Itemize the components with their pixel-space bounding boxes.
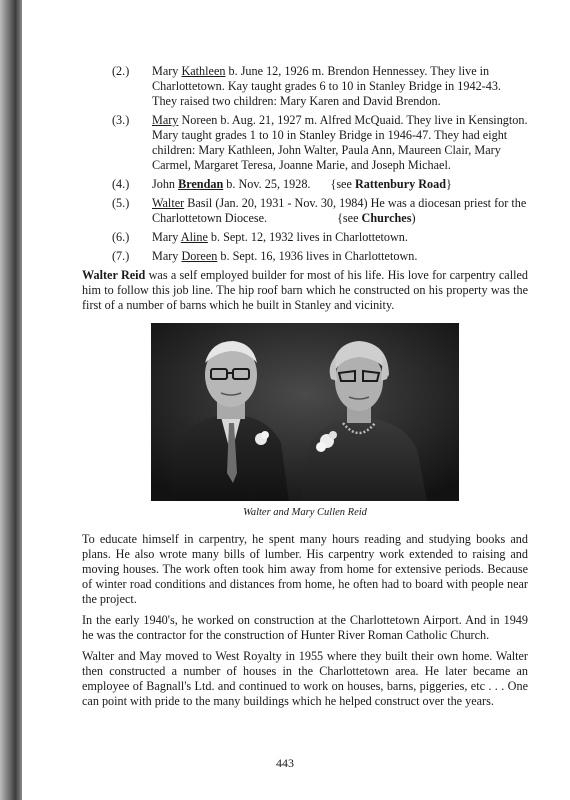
entry-name: Brendan (178, 177, 224, 191)
body-paragraph: To educate himself in carpentry, he spent many hours reading and studying books and plans. He also wrote many bills of lumber. His carpentry work extended to raising and moving houses. The work often took him away from home for extensive periods. Because of winter road conditions and distances from home, he often had to board with people near the project. (82, 532, 528, 606)
entry-text (152, 196, 528, 226)
entry-prefix: Mary (152, 230, 181, 244)
see-suffix: ) (411, 211, 416, 225)
photo-figure (151, 323, 459, 520)
entry-prefix: John (152, 177, 179, 191)
list-item (82, 230, 528, 245)
entry-details: Basil (Jan. 20, 1931 - Nov. 30, 1984) He was a diocesan priest for the Charlottetown Diocese. (152, 196, 527, 225)
entry-details: b. Sept. 12, 1932 lives in Charlottetown. (207, 230, 408, 244)
list-item (82, 177, 528, 192)
list-item (82, 113, 528, 173)
entry-number: (3.) (112, 113, 130, 127)
entry-number: (6.) (112, 230, 130, 244)
entry-name: Mary (152, 113, 179, 127)
body-paragraph: In the early 1940's, he worked on construction at the Charlottetown Airport. And in 1949 he was the contractor for the construction of Hunter River Roman Catholic Church. (82, 613, 528, 642)
entry-number: (5.) (112, 196, 130, 210)
subject-name: Walter Reid (82, 268, 146, 282)
entry-prefix: Mary (152, 64, 182, 78)
entry-name: Doreen (181, 249, 218, 263)
intro-paragraph (82, 268, 528, 313)
entry-details: b. Sept. 16, 1936 lives in Charlottetown. (217, 249, 418, 263)
entry-text (152, 249, 528, 264)
entry-details: b. Nov. 25, 1928. (223, 177, 311, 191)
list-item (82, 249, 528, 264)
see-suffix: } (446, 177, 452, 191)
entry-name: Aline (180, 230, 208, 244)
see-prefix: {see (337, 211, 362, 225)
page-number: 443 (276, 756, 294, 770)
body-paragraph: Walter and May moved to West Royalty in 1955 where they built their own home. Walter then constructed a number of houses in the Charlottetown area. He later became an employee of Bagnall's Ltd. and continued to work on houses, barns, piggeries, etc . . . One can point with pride to the many buildings which he helped construct over the years. (82, 649, 528, 708)
list-item (82, 64, 528, 109)
entry-text (152, 177, 528, 192)
portrait-photo (151, 323, 459, 501)
book-spine-shadow (0, 0, 22, 800)
see-prefix: {see (330, 177, 355, 191)
entry-text (152, 113, 528, 173)
intro-text: was a self employed builder for most of his life. His love for carpentry called him to follow this job line. The hip roof barn which he constructed on his property was the first of a number of barns which he built in Stanley and vicinity. (82, 268, 528, 312)
see-reference (330, 177, 451, 191)
portrait-illustration (151, 323, 459, 501)
entry-prefix: Mary (152, 249, 182, 263)
entry-details: Noreen b. Aug. 21, 1927 m. Alfred McQuaid. They live in Kensington. Mary taught grades 1 to 10 in Stanley Bridge in 1946-47. They had eight children: Mary Kathleen, John Walter, Paula Ann, Maureen Clair, Mary Carmel, Margaret Teresa, Joanne Marie, and Joseph Michael. (152, 113, 528, 172)
entry-text (152, 230, 528, 245)
entry-text (152, 64, 528, 109)
entry-name: Kathleen (181, 64, 226, 78)
entry-details: b. June 12, 1926 m. Brendon Hennessey. They live in Charlottetown. Kay taught grades 6 to 10 in Stanley Bridge in 1942-43. They raised two children: Mary Karen and David Brendon. (152, 64, 501, 108)
photo-caption: Walter and Mary Cullen Reid (243, 507, 367, 518)
entry-number: (2.) (112, 64, 130, 78)
see-target: Churches (361, 211, 412, 225)
document-page (82, 64, 528, 715)
entry-number: (4.) (112, 177, 130, 191)
see-target: Rattenbury Road (354, 177, 447, 191)
entry-name: Walter (152, 196, 185, 210)
see-reference (337, 211, 415, 225)
entry-number: (7.) (112, 249, 130, 263)
list-item (82, 196, 528, 226)
